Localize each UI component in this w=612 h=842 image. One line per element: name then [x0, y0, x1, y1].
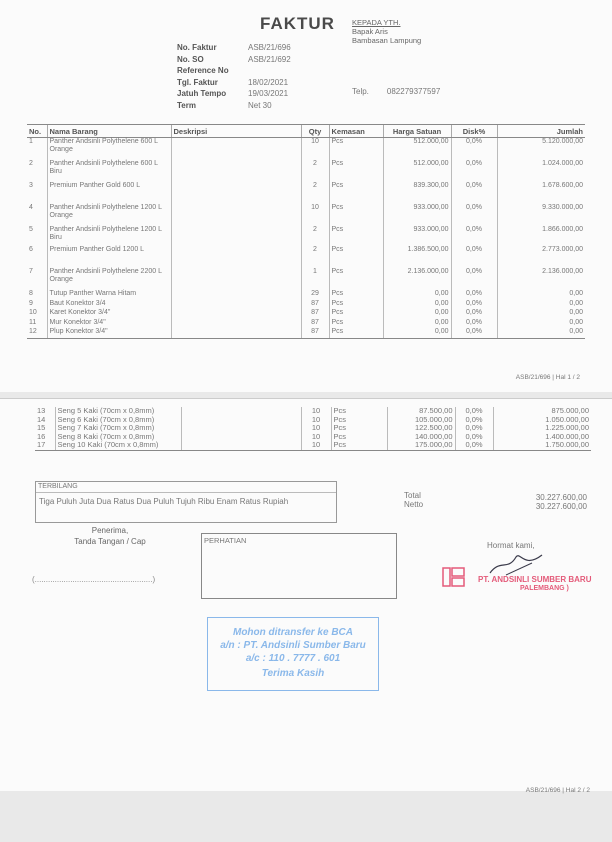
notice-box: [201, 533, 397, 599]
table-cell: Tutup Panther Warna Hitam: [47, 290, 171, 300]
page-1-footer: ASB/21/696 | Hal 1 / 2: [515, 374, 580, 381]
table-cell: Seng 5 Kaki (70cm x 0,8mm): [55, 407, 181, 416]
table-cell: Pcs: [329, 138, 383, 161]
table-row: [27, 204, 585, 226]
table-cell: 10: [29, 309, 37, 316]
table-cell: 1.400.000,00: [493, 433, 591, 442]
table-cell: Seng 7 Kaki (70cm x 0,8mm): [55, 424, 181, 433]
table-row: [27, 290, 585, 300]
table-row: [35, 441, 591, 450]
table-header-cell: Deskripsi: [171, 125, 301, 138]
table-cell: 1: [29, 138, 33, 145]
table-cell: 0,00: [383, 309, 451, 319]
stamp-line-3: a/c : 110 . 7777 . 601: [245, 653, 341, 664]
meta-label: Jatuh Tempo: [177, 89, 227, 98]
phone-value: 082279377597: [386, 87, 441, 96]
table-cell: Pcs: [329, 319, 383, 329]
table-cell: 0,0%: [451, 138, 497, 161]
table-cell: 0,00: [383, 290, 451, 300]
netto-label: Netto: [404, 500, 424, 509]
table-cell: Panther Andsinli Polythelene 1200 L Biru: [47, 226, 171, 246]
table-cell: 9: [29, 299, 33, 307]
table-cell: 87: [301, 328, 329, 338]
phone-label: Telp.: [352, 87, 369, 96]
table-cell: [171, 319, 301, 329]
table-row: [27, 309, 585, 319]
table-cell: 13: [37, 406, 46, 415]
table-cell: 0,0%: [455, 433, 493, 442]
netto-value: 30.227.600,00: [535, 502, 587, 511]
table-cell: 122.500,00: [387, 424, 455, 433]
table-cell: 10: [301, 416, 331, 425]
table-cell: 0,0%: [451, 319, 497, 329]
table-cell: 105.000,00: [387, 416, 455, 425]
meta-label: No. SO: [177, 54, 204, 64]
table-cell: Pcs: [331, 424, 387, 433]
table-cell: 10: [301, 138, 329, 161]
table-cell: 0,0%: [451, 300, 497, 310]
recipient-block: [352, 18, 421, 45]
total-label: Total: [404, 491, 421, 500]
recipient-label: KEPADA YTH.: [352, 18, 401, 27]
table-cell: 0,0%: [451, 268, 497, 290]
table-row: [27, 182, 585, 204]
meta-row: [177, 77, 291, 89]
table-cell: 0,00: [383, 328, 451, 338]
table-cell: 0,00: [497, 309, 585, 319]
meta-row: [177, 88, 291, 100]
table-cell: [171, 309, 301, 319]
table-row: [27, 328, 585, 338]
table-cell: [181, 424, 301, 433]
table-cell: 0,0%: [451, 160, 497, 182]
table-header-cell: No.: [27, 125, 47, 138]
receiver-block: [60, 525, 160, 547]
meta-value: 19/03/2021: [248, 89, 289, 98]
table-header-cell: Disk%: [451, 125, 497, 138]
receiver-label: Penerima,: [91, 526, 129, 535]
table-cell: [171, 300, 301, 310]
table-cell: 0,0%: [451, 309, 497, 319]
table-cell: 175.000,00: [387, 441, 455, 450]
table-cell: [171, 226, 301, 246]
table-cell: 5: [29, 226, 33, 233]
table-cell: Pcs: [329, 246, 383, 268]
table-cell: 2: [29, 160, 33, 167]
table-cell: 10: [301, 441, 331, 450]
table-header-cell: Qty: [301, 125, 329, 138]
invoice-page-2: [0, 398, 612, 794]
items-table-page-2: [35, 407, 591, 451]
table-cell: Seng 8 Kaki (70cm x 0,8mm): [55, 433, 181, 442]
table-cell: 12: [27, 328, 47, 338]
table-cell: 2: [301, 246, 329, 268]
table-cell: 87: [301, 319, 329, 329]
table-cell: Premium Panther Gold 1200 L: [47, 246, 171, 268]
totals-labels: [404, 491, 423, 509]
table-cell: 0,0%: [451, 290, 497, 300]
meta-value: ASB/21/692: [248, 54, 291, 64]
meta-label: Reference No: [177, 66, 229, 75]
recipient-name: Bapak Aris: [352, 27, 388, 36]
table-cell: 140.000,00: [387, 433, 455, 442]
table-cell: 15: [37, 423, 46, 432]
table-cell: Panther Andsinli Polythelene 2200 L Orange: [47, 268, 171, 290]
table-cell: 5.120.000,00: [497, 138, 585, 161]
table-cell: [181, 433, 301, 442]
meta-label: Term: [177, 100, 196, 110]
table-cell: 1: [301, 268, 329, 290]
table-cell: Panther Andsinli Polythelene 600 L Orange: [47, 138, 171, 161]
table-cell: 1.386.500,00: [383, 246, 451, 268]
invoice-title: FAKTUR: [260, 14, 335, 33]
table-cell: 0,00: [497, 319, 585, 329]
table-cell: 0,00: [383, 319, 451, 329]
table-cell: Panther Andsinli Polythelene 1200 L Orange: [47, 204, 171, 226]
table-cell: [171, 182, 301, 204]
table-header-cell: Kemasan: [329, 125, 383, 138]
table-cell: 10: [301, 424, 331, 433]
table-row: [27, 300, 585, 310]
table-cell: [171, 246, 301, 268]
meta-label: Tgl. Faktur: [177, 77, 218, 87]
stamp-line-4: Terima Kasih: [261, 668, 325, 679]
table-cell: 10: [301, 433, 331, 442]
table-header-cell: Harga Satuan: [383, 125, 451, 138]
table-cell: Pcs: [329, 328, 383, 338]
table-cell: 512.000,00: [383, 160, 451, 182]
table-cell: 0,0%: [451, 182, 497, 204]
table-cell: 8: [29, 290, 33, 297]
meta-value: 18/02/2021: [248, 77, 289, 87]
table-cell: [181, 407, 301, 416]
meta-row: [177, 65, 291, 77]
table-cell: 933.000,00: [383, 226, 451, 246]
table-cell: 10: [301, 204, 329, 226]
table-cell: 2: [301, 160, 329, 182]
table-cell: 1.225.000,00: [493, 424, 591, 433]
meta-value: ASB/21/696: [248, 43, 291, 52]
table-cell: 0,0%: [451, 204, 497, 226]
table-cell: 1.678.600,00: [497, 182, 585, 204]
table-cell: 0,0%: [451, 246, 497, 268]
table-cell: 512.000,00: [383, 138, 451, 161]
invoice-meta: [177, 42, 291, 111]
meta-label: No. Faktur: [177, 43, 217, 52]
table-cell: 875.000,00: [493, 407, 591, 416]
table-cell: [171, 138, 301, 161]
table-cell: 10: [301, 407, 331, 416]
table-header-cell: Jumlah: [497, 125, 585, 138]
table-cell: Pcs: [331, 407, 387, 416]
table-row: [27, 268, 585, 290]
items-table-page-1: [27, 124, 585, 339]
table-cell: Seng 10 Kaki (70cm x 0,8mm): [55, 441, 181, 450]
table-cell: Pcs: [329, 268, 383, 290]
table-cell: 14: [37, 414, 46, 424]
table-row: [27, 226, 585, 246]
table-cell: 2.136.000,00: [383, 268, 451, 290]
table-row: [27, 138, 585, 161]
table-cell: Pcs: [329, 226, 383, 246]
table-cell: Pcs: [329, 204, 383, 226]
company-city: PALEMBANG ): [520, 585, 569, 592]
table-cell: 17: [35, 441, 55, 450]
receiver-sign-label: Tanda Tangan / Cap: [74, 537, 146, 546]
table-cell: Mur Konektor 3/4": [47, 319, 171, 329]
table-cell: 6: [29, 246, 33, 253]
terbilang-box: [35, 481, 337, 523]
table-cell: 0,0%: [451, 226, 497, 246]
table-cell: 0,0%: [455, 424, 493, 433]
table-cell: 1.024.000,00: [497, 160, 585, 182]
stamp-line-1: Mohon ditransfer ke BCA: [232, 627, 353, 638]
table-cell: Pcs: [331, 433, 387, 442]
table-cell: [171, 328, 301, 338]
table-cell: 9.330.000,00: [497, 204, 585, 226]
table-cell: 1.050.000,00: [493, 416, 591, 425]
phone-line: [352, 87, 440, 96]
table-cell: 839.300,00: [383, 182, 451, 204]
table-cell: 0,0%: [455, 407, 493, 416]
table-cell: [181, 441, 301, 450]
table-cell: 2: [301, 182, 329, 204]
table-cell: Baut Konektor 3/4: [47, 300, 171, 310]
table-cell: 3: [29, 182, 33, 189]
table-cell: Pcs: [329, 309, 383, 319]
table-cell: 2.773.000,00: [497, 246, 585, 268]
table-cell: 0,00: [497, 328, 585, 338]
company-name: PT. ANDSINLI SUMBER BARU: [478, 575, 592, 584]
table-cell: 0,00: [383, 300, 451, 310]
table-cell: 2: [301, 226, 329, 246]
meta-value: Net 30: [248, 100, 272, 110]
table-cell: 0,00: [497, 290, 585, 300]
table-cell: Seng 6 Kaki (70cm x 0,8mm): [55, 416, 181, 425]
table-header-row: [27, 125, 585, 138]
table-cell: Pcs: [331, 416, 387, 425]
table-cell: 29: [301, 290, 329, 300]
table-row: [27, 319, 585, 329]
table-cell: [171, 268, 301, 290]
regards-label: Hormat kami,: [487, 541, 535, 550]
table-cell: 87.500,00: [387, 407, 455, 416]
table-cell: Karet Konektor 3/4": [47, 309, 171, 319]
table-cell: 1.750.000,00: [493, 441, 591, 450]
meta-row: [177, 100, 291, 112]
table-cell: Pcs: [329, 290, 383, 300]
table-cell: 87: [301, 309, 329, 319]
receiver-sign-line: (.....................................................): [32, 575, 156, 584]
table-cell: Premium Panther Gold 600 L: [47, 182, 171, 204]
table-cell: [171, 204, 301, 226]
total-value: 30.227.600,00: [535, 493, 587, 502]
table-cell: [181, 416, 301, 425]
table-cell: Pcs: [329, 182, 383, 204]
table-cell: 7: [29, 268, 33, 275]
company-logo-icon: [442, 567, 466, 587]
meta-row: [177, 42, 291, 54]
table-cell: Pcs: [331, 441, 387, 450]
table-cell: [171, 160, 301, 182]
page-2-footer: ASB/21/696 | Hal 2 / 2: [525, 787, 590, 794]
bank-transfer-stamp: [207, 617, 379, 691]
table-cell: 0,00: [497, 300, 585, 310]
table-cell: 4: [29, 204, 33, 211]
table-cell: Panther Andsinli Polythelene 600 L Biru: [47, 160, 171, 182]
table-cell: 11: [29, 318, 37, 326]
table-cell: [171, 290, 301, 300]
notice-label: PERHATIAN: [204, 536, 247, 545]
terbilang-label: TERBILANG: [36, 482, 336, 493]
table-header-cell: Nama Barang: [47, 125, 171, 138]
table-row: [27, 160, 585, 182]
stamp-line-2: a/n : PT. Andsinli Sumber Baru: [220, 640, 366, 651]
table-cell: 0,0%: [451, 328, 497, 338]
table-cell: 933.000,00: [383, 204, 451, 226]
table-cell: Pcs: [329, 300, 383, 310]
table-cell: 0,0%: [455, 441, 493, 450]
invoice-page-1: [0, 0, 612, 392]
totals-values: [536, 493, 587, 511]
terbilang-text: Tiga Puluh Juta Dua Ratus Dua Puluh Tujuh Ribu Enam Ratus Rupiah: [39, 497, 289, 506]
meta-row: [177, 54, 291, 66]
table-row: [27, 246, 585, 268]
table-cell: 87: [301, 300, 329, 310]
table-cell: Plup Konektor 3/4": [47, 328, 171, 338]
recipient-address: Bambasan Lampung: [352, 36, 422, 45]
table-cell: 1.866.000,00: [497, 226, 585, 246]
table-cell: Pcs: [329, 160, 383, 182]
table-cell: 2.136.000,00: [497, 268, 585, 290]
table-cell: 0,0%: [455, 416, 493, 425]
table-cell: 16: [37, 431, 46, 441]
